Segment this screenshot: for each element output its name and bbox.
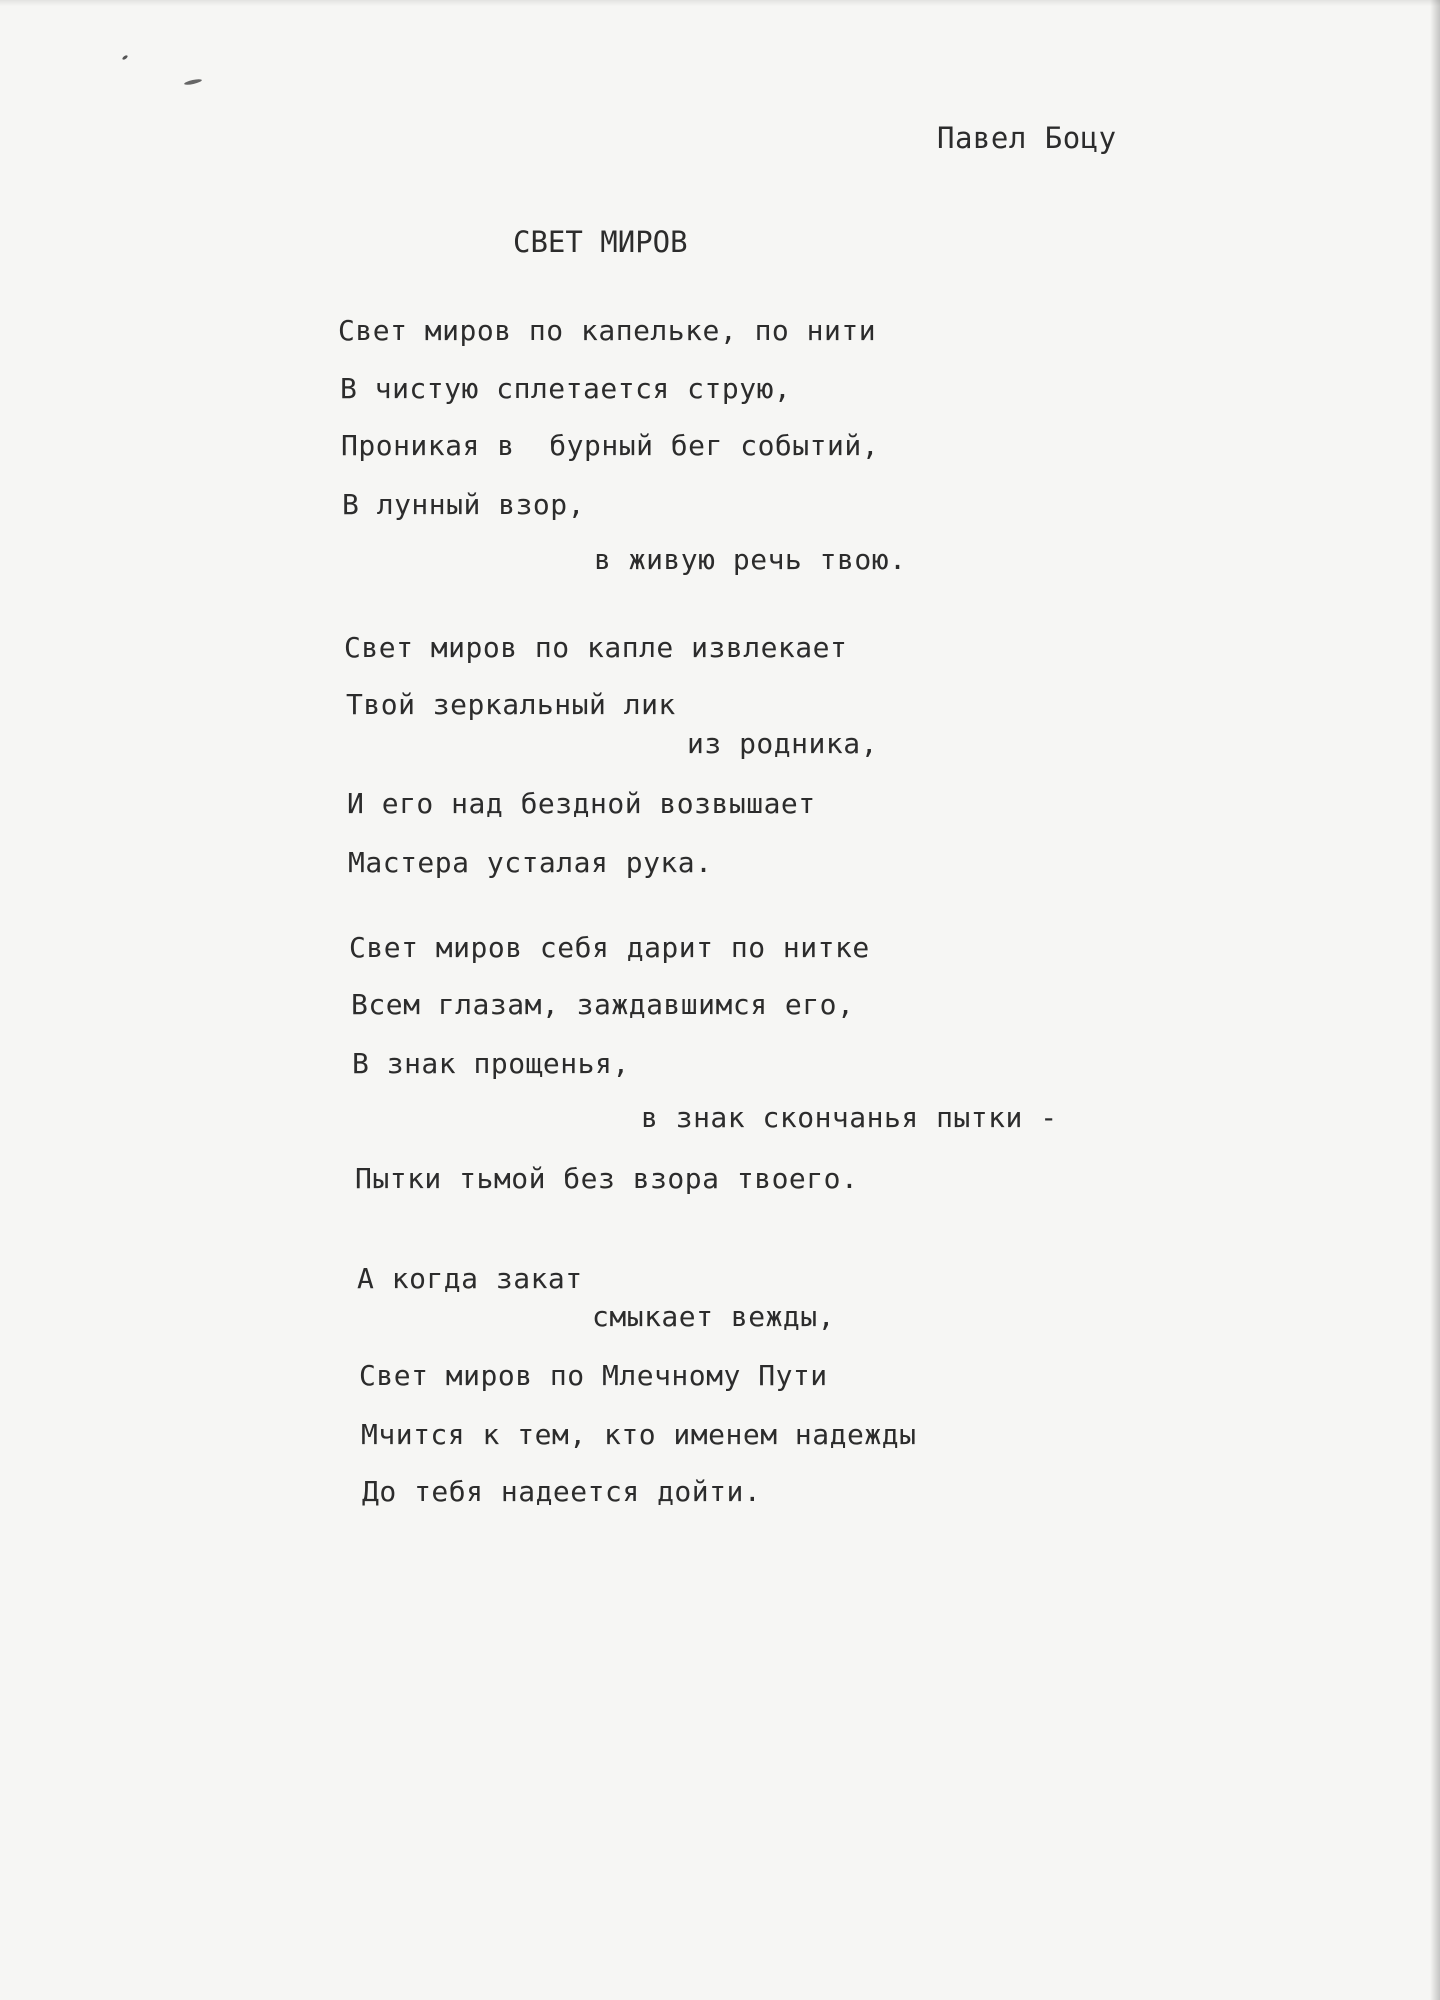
poem-line: Всем глазам, заждавшимся его, (351, 988, 855, 1021)
poem-line: Пытки тьмой без взора твоего. (355, 1162, 859, 1195)
ink-mark (122, 55, 129, 61)
author-name: Павел Боцу (937, 121, 1117, 155)
poem-line: Мастера усталая рука. (348, 846, 713, 879)
poem-title: СВЕТ МИРОВ (513, 225, 688, 259)
poem-line: В знак прощенья, (352, 1047, 630, 1080)
poem-line: смыкает вежды, (592, 1300, 836, 1333)
ink-smudge (184, 78, 202, 86)
poem-line: До тебя надеется дойти. (362, 1475, 762, 1508)
poem-line: Мчится к тем, кто именем надежды (361, 1418, 917, 1451)
poem-line: в живую речь твою. (594, 543, 907, 576)
poem-line: А когда закат (357, 1262, 583, 1295)
poem-line: Свет миров по капле извлекает (344, 631, 848, 664)
page-right-edge (1430, 0, 1440, 2000)
poem-line: И его над бездной возвышает (347, 787, 816, 820)
page-top-shadow (0, 0, 1440, 6)
poem-line: Проникая в бурный бег событий, (341, 429, 880, 462)
poem-line: Свет миров себя дарит по нитке (349, 931, 870, 964)
poem-line: В лунный взор, (342, 488, 586, 521)
poem-line: Твой зеркальный лик (346, 688, 676, 721)
poem-line: в знак скончанья пытки - (641, 1101, 1058, 1134)
poem-line: В чистую сплетается струю, (340, 372, 792, 405)
poem-line: Свет миров по капельке, по нити (338, 314, 877, 347)
poem-line: из родника, (687, 727, 878, 760)
poem-line: Свет миров по Млечному Пути (359, 1359, 828, 1392)
